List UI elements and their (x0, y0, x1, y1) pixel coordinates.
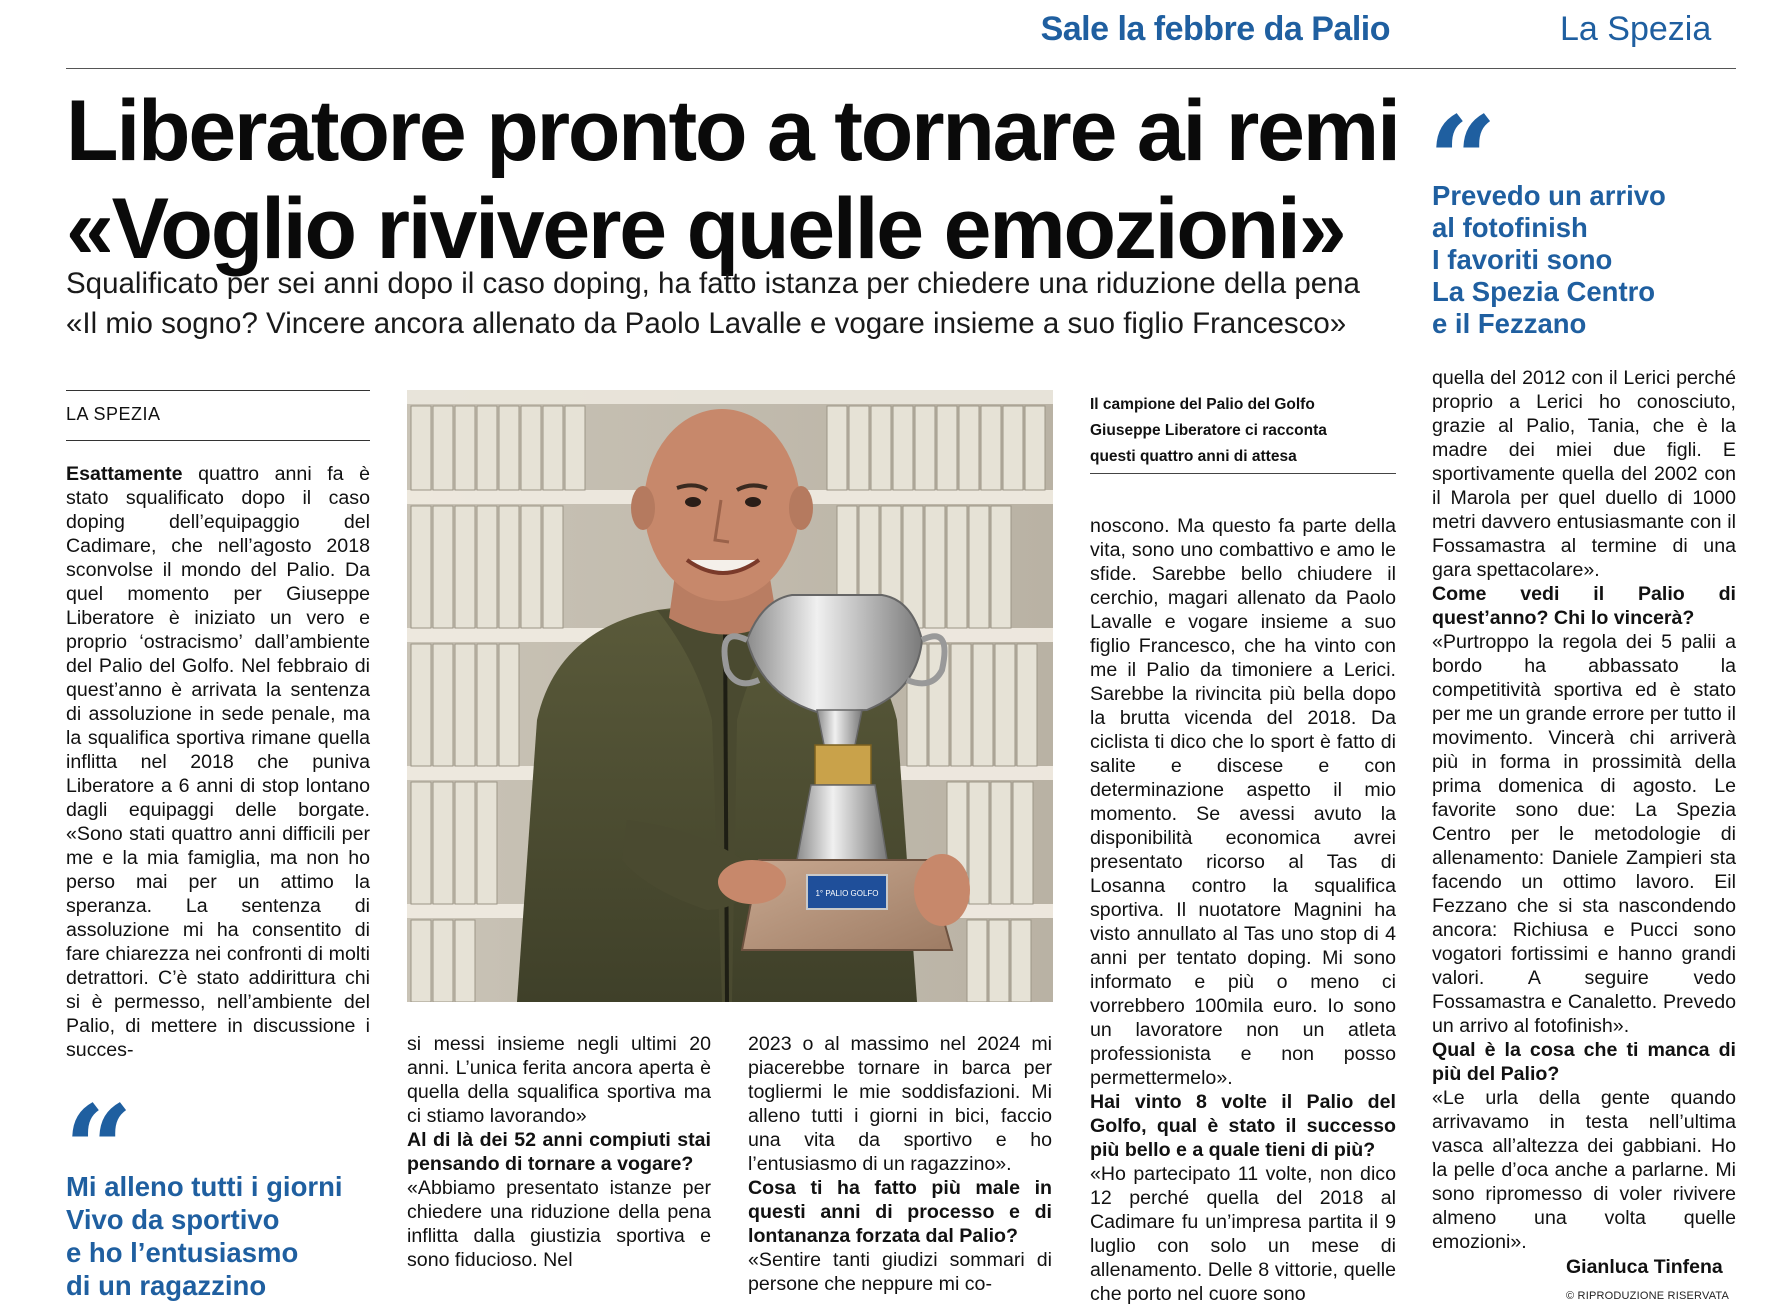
pull-quote-line: La Spezia Centro (1432, 276, 1656, 307)
interview-question: Come vedi il Palio di quest’anno? Chi lo vincerà? (1432, 583, 1736, 629)
column-paragraph: 2023 o al massimo nel 2024 mi piacerebbe tornare in barca per togliermi le mie soddisfazioni. Mi alleno tutti i giorni in bici, faccio una vita da sportivo e ho l’entusiasmo di un ragazzino». (748, 1033, 1052, 1175)
subheadline-line-1: Squalificato per sei anni dopo il caso doping, ha fatto istanza per chiedere una riduzione della pena (66, 267, 1360, 300)
pull-quote-line: di un ragazzino (66, 1270, 267, 1301)
headline-line-1: Liberatore pronto a tornare ai remi (66, 83, 1399, 179)
article-column-1 (66, 462, 370, 1062)
column-paragraph: «Abbiamo presentato istanze per chiedere una riduzione della pena inflitta dalla giustizia sportiva e sono fiducioso. Nel (407, 1177, 711, 1271)
section-name: La Spezia (1560, 10, 1712, 48)
pull-quote-line: I favoriti sono (1432, 244, 1613, 275)
caption-divider (1090, 473, 1396, 474)
photo-illustration (407, 390, 1053, 1002)
pull-quote-top (1432, 180, 1732, 340)
pull-quote-bottom (66, 1170, 386, 1302)
interview-question: Al di là dei 52 anni compiuti stai pensando di tornare a vogare? (407, 1129, 711, 1175)
subheadline-line-2: «Il mio sogno? Vincere ancora allenato da Paolo Lavalle e vogare insieme a suo figlio Francesco» (66, 307, 1347, 340)
lead-word: Esattamente (66, 463, 183, 485)
pull-quote-line: Vivo da sportivo (66, 1204, 280, 1235)
pull-quote-line: Mi alleno tutti i giorni (66, 1171, 343, 1202)
article-column-4 (1090, 514, 1396, 1306)
copyright-notice: © RIPRODUZIONE RISERVATA (1566, 1290, 1730, 1302)
interview-question: Cosa ti ha fatto più male in questi anni di processo e di lontananza forzata dal Palio? (748, 1177, 1052, 1247)
pull-quote-line: Prevedo un arrivo (1432, 180, 1666, 211)
pull-quote-line: e il Fezzano (1432, 308, 1587, 339)
article-column-5 (1432, 366, 1736, 1254)
column-paragraph: «Ho partecipato 11 volte, non dico 12 perché quella del 2018 al Cadimare fu un’impresa partita il 9 luglio con solo un mese di allenamento. Delle 8 vittorie, quelle che porto nel cuore sono (1090, 1163, 1396, 1305)
caption-line: Giuseppe Liberatore ci racconta (1090, 422, 1327, 439)
article-photo (407, 390, 1053, 1002)
trophy-plate-text: 1° PALIO GOLFO (815, 889, 879, 898)
article-column-3 (748, 1032, 1052, 1296)
author-byline: Gianluca Tinfena (1566, 1256, 1723, 1278)
pull-quote-line: e ho l’entusiasmo (66, 1237, 299, 1268)
pull-quote-line: al fotofinish (1432, 212, 1588, 243)
column-paragraph: «Purtroppo la regola dei 5 palii a bordo ha abbassato la competitività sportiva ed è stato per me un grande errore per tutto il movimento. Vincerà chi arriverà più in forma in prossimità della prima domenica di agosto. Le favorite sono due: La Spezia Centro per le metodologie di allenamento: Daniele Zampieri sta facendo un ottimo lavoro. Eil Fezzano che si sta nascondendo ancora: Richiusa e Pucci sono vogatori fortissimi e hanno grandi valori. A seguire vedo Fossamastra e Canaletto. Prevedo un arrivo al fotofinish». (1432, 631, 1736, 1037)
header-divider (66, 68, 1736, 69)
dateline-rule-top (66, 390, 370, 391)
column-paragraph: noscono. Ma questo fa parte della vita, sono uno combattivo e amo le sfide. Sarebbe bello chiudere il cerchio, magari allenato da Paolo Lavalle e vogare insieme a suo figlio Francesco, che ha vinto con me il Palio da timoniere a Lerici. Sarebbe la rivincita più bella dopo la brutta vicenda del 2018. Da ciclista ti dico che lo sport è fatto di salite e discese e con determinazione aspetto il mio momento. Se avessi avuto la disponibilità economica avrei presentato ricorso al Tas di Losanna contro la squalifica sportiva. Il nuotatore Magnini ha visto annullato al Tas uno stop di 4 anni per tentato doping. Mi sono informato e più o meno ci vorrebbero 100mila euro. Io sono un lavoratore non un atleta professionista e non posso permettermelo». (1090, 515, 1396, 1089)
section-kicker: Sale la febbre da Palio (1040, 10, 1390, 48)
caption-line: questi quattro anni di attesa (1090, 448, 1297, 465)
subheadline (66, 264, 1416, 344)
column-paragraph: «Sentire tanti giudizi sommari di persone che neppure mi co- (748, 1249, 1052, 1295)
column-text: quattro anni fa è stato squalificato dopo il caso doping dell’equipaggio del Cadimare, che nell’agosto 2018 sconvolse il mondo del Palio. Da quel momento per Giuseppe Liberatore è iniziato un vero e proprio ‘ostracismo’ dall’ambiente del Palio del Golfo. Nel febbraio di quest’anno è arrivata la sentenza di assoluzione in sede penale, ma la squalifica sportiva rimane quella inflitta nel 2018 che puniva Liberatore a 6 anni di stop lontano dagli equipaggi delle borgate. «Sono stati quattro anni difficili per me e la mia famiglia, ma non ho perso mai per un attimo la speranza. La sentenza di assoluzione mi ha consentito di fare chiarezza nei confronti di molti detrattori. C’è stato addirittura chi si è permesso, nell’ambiente del Palio, di mettere in discussione i succes- (66, 463, 370, 1061)
interview-question: Qual è la cosa che ti manca di più del Palio? (1432, 1039, 1736, 1085)
headline (66, 82, 1406, 278)
column-paragraph: si messi insieme negli ultimi 20 anni. L’unica ferita ancora aperta è quella della squalifica sportiva ma ci stiamo lavorando» (407, 1033, 711, 1127)
quote-mark-icon: “ (1428, 90, 1490, 231)
article-column-2 (407, 1032, 711, 1272)
headline-line-2: «Voglio rivivere quelle emozioni» (66, 181, 1345, 277)
dateline-rule-bottom (66, 440, 370, 441)
column-paragraph: «Le urla della gente quando arrivavamo in testa nell’ultima vasca all’altezza dei gabbiani. Ho la pelle d’oca anche a parlarne. Mi sono ripromesso di voler rivivere almeno una volta quelle emozioni». (1432, 1087, 1736, 1253)
column-paragraph: quella del 2012 con il Lerici perché proprio a Lerici ho conosciuto, grazie al Palio, Tania, che è la madre dei miei due figli. E sportivamente quella del 2002 con il Marola per quel duello di 1000 metri davvero entusiasmante con il Fossamastra al termine di una gara spettacolare». (1432, 367, 1736, 581)
quote-mark-icon: “ (64, 1079, 126, 1220)
caption-line: Il campione del Palio del Golfo (1090, 396, 1315, 413)
photo-caption (1090, 392, 1390, 470)
dateline: LA SPEZIA (66, 404, 161, 424)
interview-question: Hai vinto 8 volte il Palio del Golfo, qual è stato il successo più bello e a quale tieni di più? (1090, 1091, 1396, 1161)
